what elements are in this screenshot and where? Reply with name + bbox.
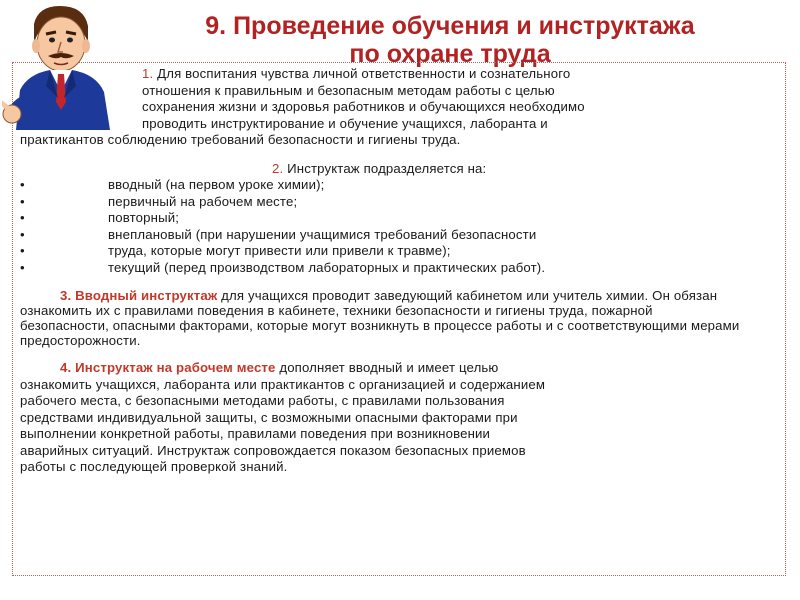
list-item: • повторный; <box>20 210 180 225</box>
section-4-line: выполнении конкретной работы, правилами поведения при возникновении <box>20 426 491 441</box>
section-1-number: 1. <box>142 66 154 81</box>
section-2-heading: 2. Инструктаж подразделяется на: <box>272 160 487 176</box>
section-4-line: средствами индивидуальной защиты, с возможными опасными факторами при <box>20 409 518 425</box>
section-1 <box>20 66 780 132</box>
section-4-line: работы с последующей проверкой знаний. <box>20 459 288 474</box>
list-item: • первичный на рабочем месте; <box>20 193 298 209</box>
section-1-line: сохранения жизни и здоровья работников и обучающихся необходимо <box>142 99 585 114</box>
list-item: • внеплановый (при нарушении учащимися требований безопасности <box>20 226 537 242</box>
title-line-1: 9. Проведение обучения и инструктажа <box>205 12 695 40</box>
list-item: • вводный (на первом уроке химии); <box>20 177 325 192</box>
instruction-types-list <box>20 177 780 276</box>
section-1-line: 1. Для воспитания чувства личной ответственности и сознательного <box>142 66 571 81</box>
section-4-line: ознакомить учащихся, лаборанта или практикантов с организацией и содержанием <box>20 376 546 392</box>
section-4-first-line: 4. Инструктаж на рабочем месте дополняет вводный и имеет целью <box>60 360 499 375</box>
section-3 <box>20 288 740 348</box>
section-4-line: рабочего места, с безопасными методами работы, с правилами пользования <box>20 393 505 408</box>
section-1-line: отношения к правильным и безопасным методам работы с целью <box>142 82 555 98</box>
section-3-lead: 3. Вводный инструктаж <box>60 288 218 303</box>
section-3-text: для учащихся проводит заведующий кабинетом или учитель химии. Он обязан ознакомить их с правилами поведения в кабинете, техники безопасности и гигиены труда, пожарной безопасности, опасными факторами, которые могут возникнуть в процессе работы и с соответствующими мерами предосторожности. <box>20 288 740 348</box>
title-line-2: по охране труда <box>349 40 551 68</box>
section-4-lead: 4. Инструктаж на рабочем месте <box>60 360 276 375</box>
list-item: • текущий (перед производством лабораторных и практических работ). <box>20 259 546 275</box>
body-text <box>20 66 780 476</box>
section-1-line: проводить инструктирование и обучение учащихся, лаборанта и <box>142 115 548 131</box>
section-1-line-last: практикантов соблюдению требований безопасности и гигиены труда. <box>20 132 461 147</box>
page-title <box>120 12 780 68</box>
section-4-line: аварийных ситуаций. Инструктаж сопровождается показом безопасных приемов <box>20 442 526 458</box>
list-item: • труда, которые могут привести или привели к травме); <box>20 243 451 258</box>
